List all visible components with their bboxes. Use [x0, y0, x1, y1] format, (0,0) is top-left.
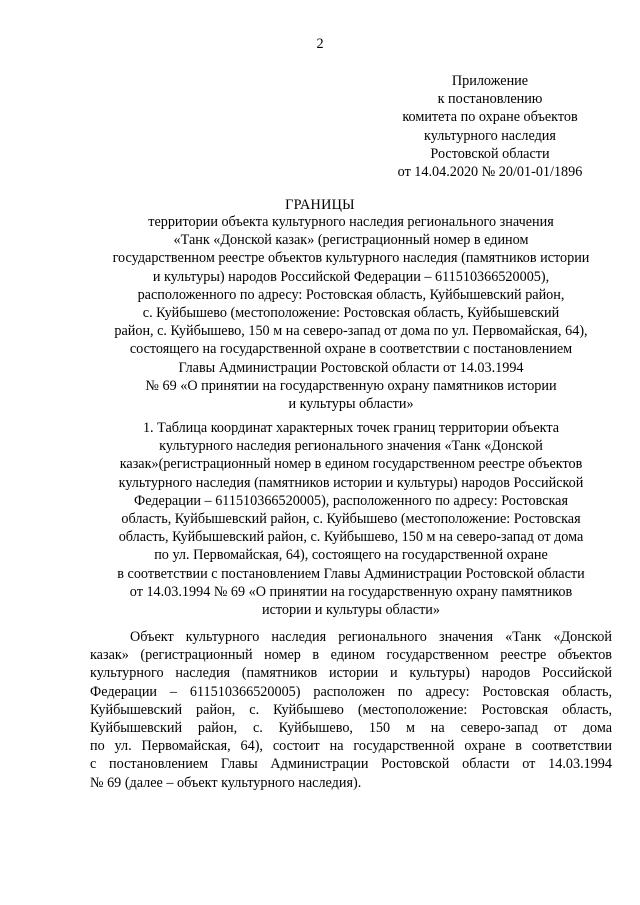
table-heading-line: область, Куйбышевский район, с. Куйбышево, 150 м на северо-запад от дома	[118, 529, 584, 546]
table-heading-line: от 14.03.1994 № 69 «О принятии на государственную охрану памятников	[129, 583, 573, 600]
table-heading-line: культурного наследия (памятников истории и культуры) народов Российской	[118, 474, 584, 491]
title-description	[90, 213, 612, 413]
appendix-line: Ростовской области	[430, 145, 550, 162]
title-line: район, с. Куйбышево, 150 м на северо-запад от дома по ул. Первомайская, 64),	[114, 323, 588, 340]
table-heading-line: 1. Таблица координат характерных точек границ территории объекта	[142, 420, 560, 436]
title-line: состоящего на государственной охране в соответствии с постановлением	[129, 341, 573, 358]
appendix-line: Приложение	[451, 73, 529, 89]
appendix-line: культурного наследия	[424, 127, 556, 144]
paragraph-line: Объект культурного наследия регионального значения «Танк «Донской	[130, 629, 612, 645]
paragraph-line: казак» (регистрационный номер в едином государственном реестре объектов	[90, 647, 612, 664]
paragraph-line: культурного наследия (памятников истории и культуры) народов Российской	[90, 665, 612, 682]
title-line: «Танк «Донской казак» (регистрационный номер в едином	[173, 232, 529, 249]
title-line: расположенного по адресу: Ростовская область, Куйбышевский район,	[137, 286, 565, 303]
document-title: ГРАНИЦЫ	[285, 197, 355, 213]
paragraph-line: Куйбышевский район, с. Куйбышево, 150 м на северо-запад от дома	[90, 720, 612, 737]
table-heading-line: в соответствии с постановлением Главы Администрации Ростовской области	[117, 565, 585, 582]
title-line: с. Куйбышево (местоположение: Ростовская область, Куйбышевский	[142, 305, 560, 322]
paragraph-line: № 69 (далее – объект культурного наследия).	[90, 774, 362, 791]
table-heading-line: культурного наследия регионального значения «Танк «Донской	[159, 438, 543, 455]
title-line: и культуры) народов Российской Федерации – 611510366520005),	[152, 268, 550, 285]
body-paragraph	[90, 628, 612, 792]
page-number: 2	[316, 36, 324, 52]
paragraph-line: Федерации – 611510366520005) расположен по адресу: Ростовская область,	[90, 683, 612, 700]
table-heading-line: истории и культуры области»	[262, 602, 440, 619]
coordinates-table-heading	[90, 419, 612, 619]
appendix-line: комитета по охране объектов	[402, 109, 578, 126]
table-heading-line: Федерации – 611510366520005), расположенного по адресу: Ростовская	[134, 492, 568, 509]
table-heading-line: казак»(регистрационный номер в едином государственном реестре объектов	[119, 456, 583, 473]
paragraph-line: с постановлением Главы Администрации Ростовской области от 14.03.1994	[90, 756, 612, 773]
appendix-block	[380, 72, 600, 181]
title-line: государственном реестре объектов культурного наследия (памятников истории	[112, 250, 590, 267]
paragraph-line: Куйбышевский район, с. Куйбышево (местоположение: Ростовская область,	[90, 701, 612, 718]
title-line: территории объекта культурного наследия регионального значения	[148, 214, 554, 230]
appendix-line: к постановлению	[437, 91, 543, 108]
title-line: № 69 «О принятии на государственную охрану памятников истории	[145, 377, 557, 394]
appendix-line: от 14.04.2020 № 20/01-01/1896	[397, 164, 583, 181]
table-heading-line: область, Куйбышевский район, с. Куйбышево (местоположение: Ростовская	[121, 511, 581, 528]
table-heading-line: по ул. Первомайская, 64), состоящего на государственной охране	[154, 547, 548, 564]
paragraph-line: по ул. Первомайская, 64), состоит на государственной охране в соответствии	[90, 738, 612, 755]
title-line: Главы Администрации Ростовской области от 14.03.1994	[178, 359, 524, 376]
title-line: и культуры области»	[288, 396, 414, 413]
